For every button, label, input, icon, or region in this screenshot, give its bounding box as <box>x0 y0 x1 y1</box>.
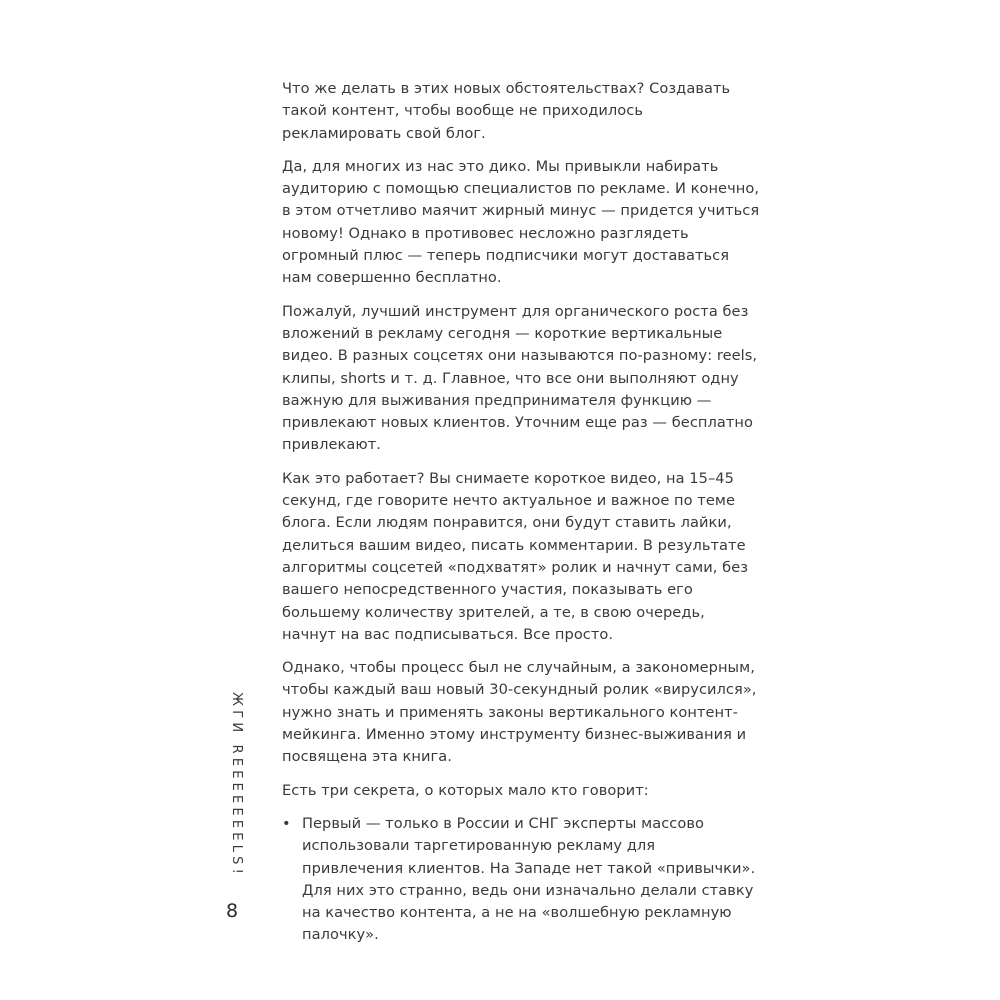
paragraph-4: Как это работает? Вы снимаете короткое видео, на 15–45 секунд, где говорите нечто актуальное и важное по теме блога. Если людям понравится, они будут ставить лайки, делиться вашим видео, писать комментарии. В результате алгоритмы соцсетей «подхватят» ролик и начнут сами, без вашего непосредственного участия, показывать его большему количеству зрителей, а те, в свою очередь, начнут на вас подписываться. Все просто. <box>282 469 749 643</box>
bullet-marker: • <box>282 814 291 832</box>
paragraph-1: Что же делать в этих новых обстоятельствах? Создавать такой контент, чтобы вообще не приходилось рекламировать свой блог. <box>282 80 731 142</box>
list-item <box>282 813 760 947</box>
paragraph-5: Однако, чтобы процесс был не случайным, а закономерным, чтобы каждый ваш новый 30-секундный ролик «вирусился», нужно знать и применять законы вертикального контент-мейкинга. Именно этому инструменту бизнес-выживания и посвящена эта книга. <box>282 659 757 766</box>
paragraph-6: Есть три секрета, о которых мало кто говорит: <box>282 781 649 799</box>
main-text-column <box>282 78 760 947</box>
paragraph-2: Да, для многих из нас это дико. Мы привыкли набирать аудиторию с помощью специалистов по рекламе. И конечно, в этом отчетливо маячит жирный минус — придется учиться новому! Однако в противовес несложно разглядеть огромный плюс — теперь подписчики могут доставаться нам совершенно бесплатно. <box>282 157 760 287</box>
list-item-text: Первый — только в России и СНГ эксперты массово использовали таргетированную рекламу для привлечения клиентов. На Западе нет такой «привычки». Для них это странно, ведь они изначально делали ставку на качество контента, а не на «волшебную рекламную палочку». <box>302 814 756 944</box>
secrets-list <box>282 813 760 947</box>
running-title: ЖГИ REEEEEEELS! <box>229 692 244 879</box>
page-number: 8 <box>226 900 239 922</box>
paragraph-3: Пожалуй, лучший инструмент для органического роста без вложений в рекламу сегодня — короткие вертикальные видео. В разных соцсетях они называются по-разному: reels, клипы, shorts и т. д. Главное, что все они выполняют одну важную для выживания предпринимателя функцию — привлекают новых клиентов. Уточним еще раз — бесплатно привлекают. <box>282 302 758 454</box>
